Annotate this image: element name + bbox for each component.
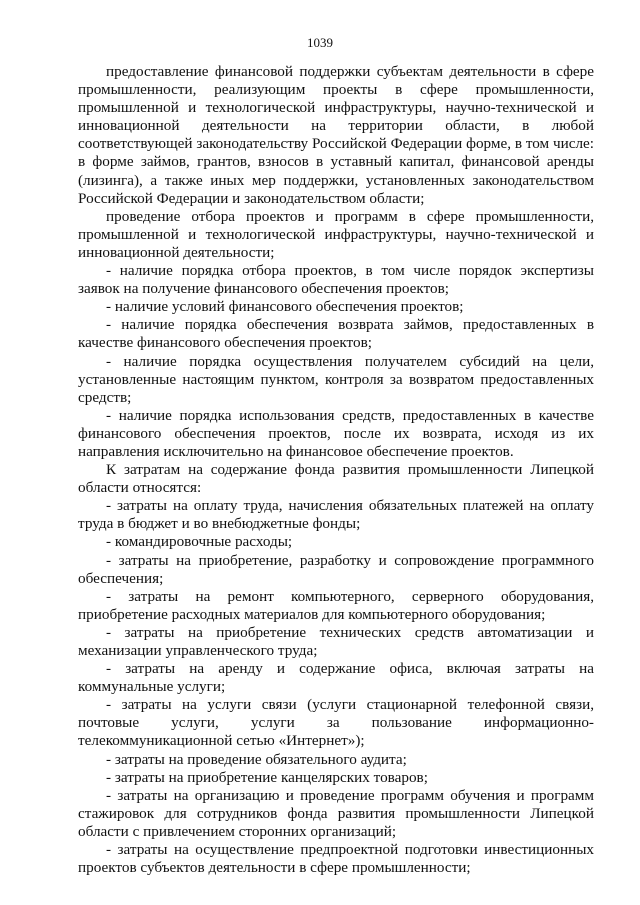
page-number: 1039 (307, 35, 333, 50)
paragraph-fund-costs-intro: К затратам на содержание фонда развития промышленности Липецкой области относятся: (78, 461, 594, 497)
list-item-software-costs: - затраты на приобретение, разработку и сопровождение программного обеспечения; (78, 551, 594, 587)
list-item-loan-repayment: - наличие порядка обеспечения возврата займов, предоставленных в качестве финансового обеспечения проектов; (78, 316, 594, 352)
list-item-travel-costs: - командировочные расходы; (106, 533, 293, 551)
list-item-automation-equipment: - затраты на приобретение технических средств автоматизации и механизации управленческого труда; (78, 623, 594, 659)
list-item-subsidy-control: - наличие порядка осуществления получателем субсидий на цели, установленные настоящим пунктом, контроля за возвратом предоставленных средств; (78, 352, 594, 406)
list-item-labor-costs: - затраты на оплату труда, начисления обязательных платежей на оплату труда в бюджет и во внебюджетные фонды; (78, 497, 594, 533)
document-body (78, 63, 594, 877)
list-item-equipment-repair: - затраты на ремонт компьютерного, серверного оборудования, приобретение расходных материалов для компьютерного оборудования; (78, 587, 594, 623)
list-item-staff-training: - затраты на организацию и проведение программ обучения и программ стажировок для сотрудников фонда развития промышленности Липецкой области с привлечением сторонних организаций; (78, 786, 594, 840)
list-item-stationery: - затраты на приобретение канцелярских товаров; (106, 768, 428, 786)
list-item-preproject-preparation: - затраты на осуществление предпроектной подготовки инвестиционных проектов субъектов деятельности в сфере промышленности; (78, 841, 594, 877)
list-item-financing-conditions: - наличие условий финансового обеспечения проектов; (106, 298, 464, 316)
list-item-communication-services: - затраты на услуги связи (услуги стационарной телефонной связи, почтовые услуги, услуги за пользование информационно-телекоммуникационной сетью «Интернет»); (78, 696, 594, 750)
paragraph-financial-support: предоставление финансовой поддержки субъектам деятельности в сфере промышленности, реализующим проекты в сфере промышленности, промышленной и технологической инфраструктуры, научно-технической и инновационной деятельности на территории области, в любой соответствующей законодательству Российской Федерации форме, в том числе: в форме займов, грантов, взносов в уставный капитал, финансовой аренды (лизинга), а также иных мер поддержки, установленных законодательством Российской Федерации и законодательством области; (78, 63, 595, 207)
paragraph-project-selection: проведение отбора проектов и программ в сфере промышленности, промышленной и технологической инфраструктуры, научно-технической и инновационной деятельности; (78, 207, 594, 261)
list-item-office-rent: - затраты на аренду и содержание офиса, включая затраты на коммунальные услуги; (78, 660, 594, 696)
list-item-audit: - затраты на проведение обязательного аудита; (106, 750, 407, 768)
list-item-selection-procedure: - наличие порядка отбора проектов, в том числе порядок экспертизы заявок на получение финансового обеспечения проектов; (78, 262, 594, 298)
list-item-funds-usage: - наличие порядка использования средств, предоставленных в качестве финансового обеспечения проектов, после их возврата, исходя из их направления исключительно на финансовое обеспечение проектов. (78, 406, 594, 460)
